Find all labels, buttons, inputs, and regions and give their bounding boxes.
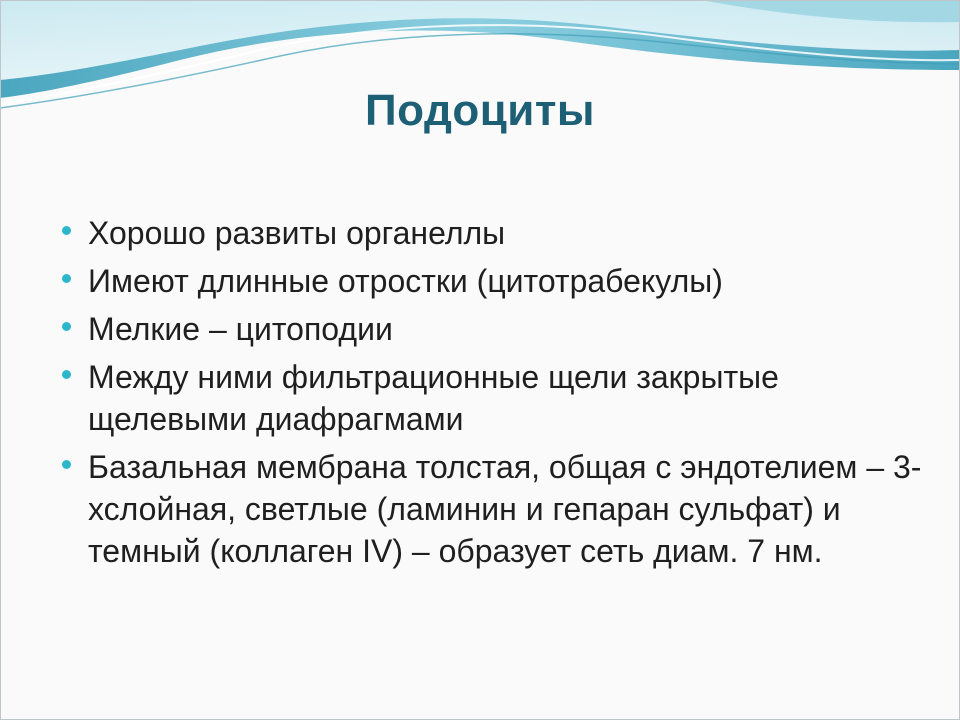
bullet-dot-icon [62,370,71,379]
bullet-text: Имеют длинные отростки (цитотрабекулы) [88,263,723,299]
bullet-list [62,212,922,578]
bullet-item [62,308,922,350]
slide-title: Подоциты [365,86,595,135]
bullet-dot-icon [62,274,71,283]
bullet-text: Хорошо развиты органеллы [88,215,506,251]
bullet-item [62,212,922,254]
bullet-item [62,446,922,572]
bullet-text: Мелкие – цитоподии [88,311,393,347]
bullet-text: Между ними фильтрационные щели закрытые щелевыми диафрагмами [88,359,779,437]
bullet-item [62,260,922,302]
bullet-dot-icon [62,322,71,331]
bullet-dot-icon [62,460,71,469]
bullet-item [62,356,922,440]
bullet-text: Базальная мембрана толстая, общая с эндотелием – 3-хслойная, светлые (ламинин и гепаран сульфат) и темный (коллаген IV) – образует сеть диам. 7 нм. [88,449,922,569]
bullet-dot-icon [62,226,71,235]
